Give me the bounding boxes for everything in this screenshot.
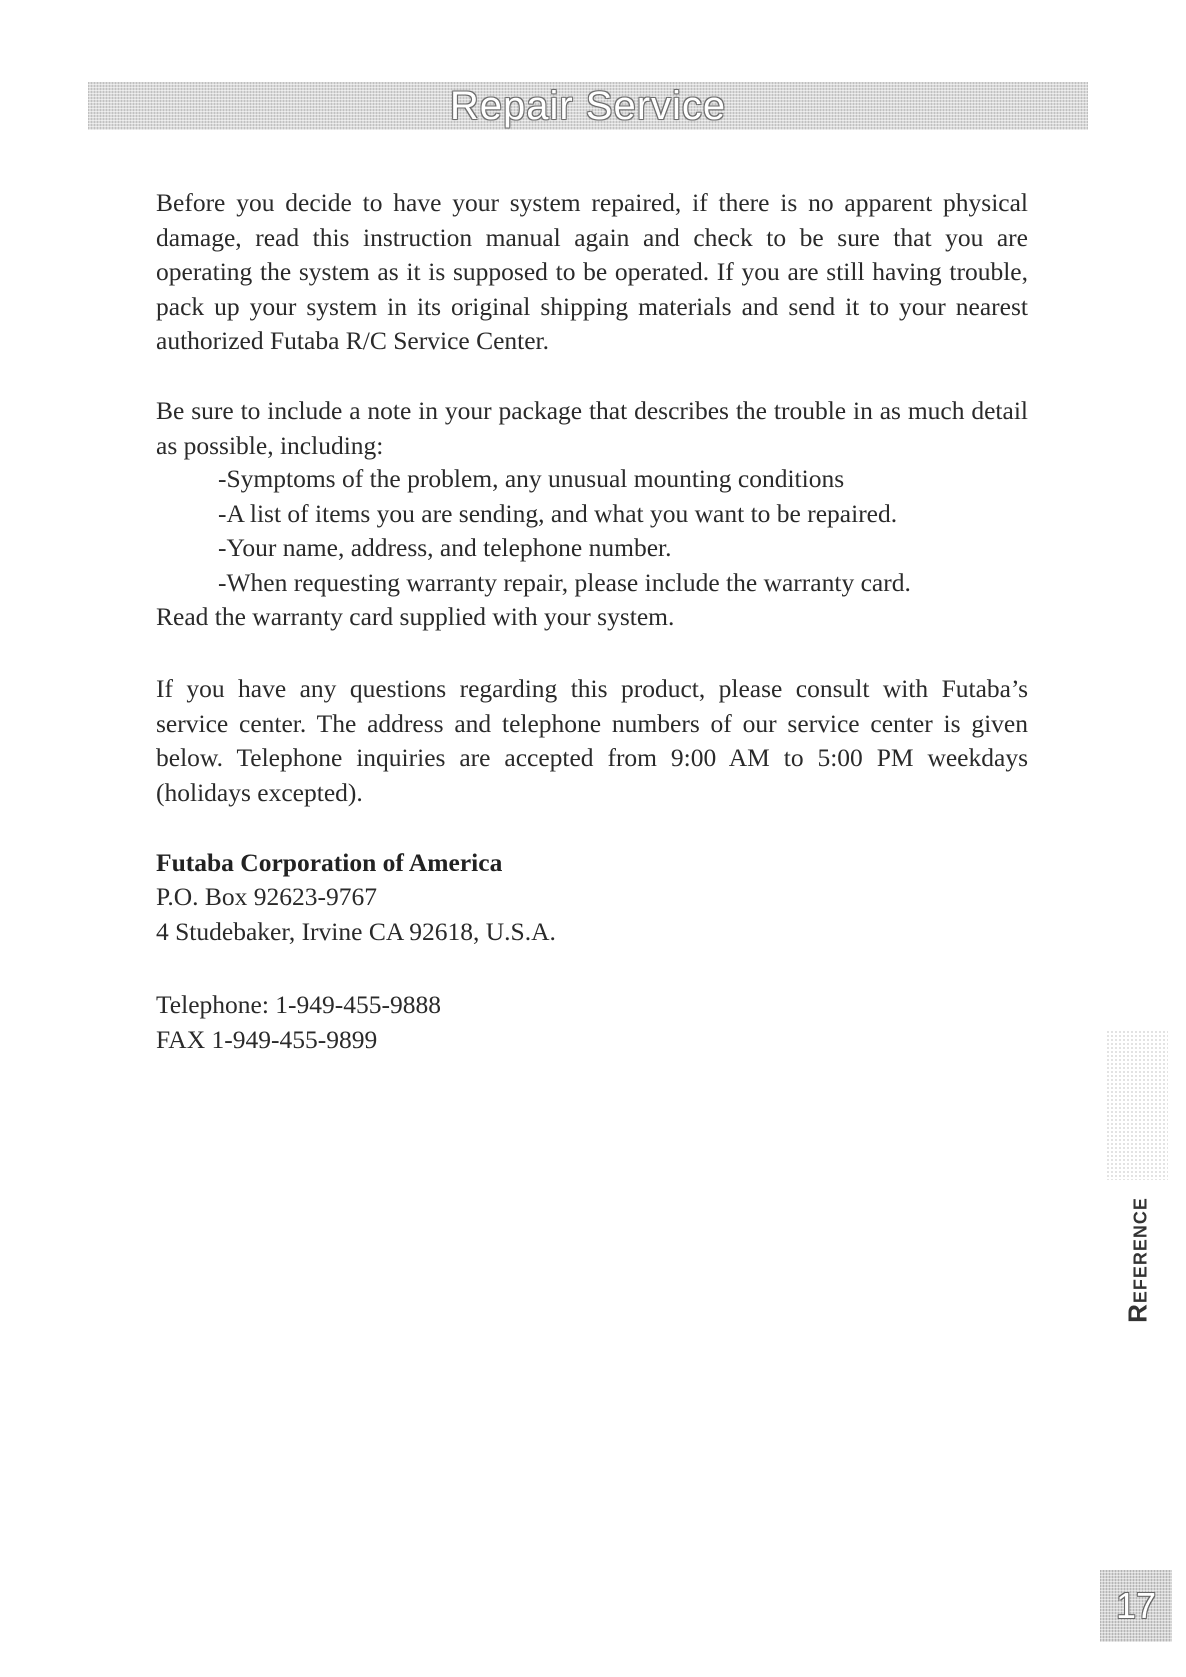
include-list: [218, 462, 1038, 600]
page-number: 17: [1115, 1585, 1157, 1626]
list-item: -When requesting warranty repair, please include the warranty card.: [218, 567, 911, 597]
company-name: Futaba Corporation of America: [156, 848, 503, 877]
questions-paragraph: If you have any questions regarding this product, please consult with Futaba’s service center. The address and telephone numbers of our service center is given below. Telephone inquiries are accepted from 9:00 AM to 5:00 PM weekdays (holidays excepted).: [156, 674, 1028, 807]
address-block: [156, 880, 556, 949]
list-item: -A list of items you are sending, and what you want to be repaired.: [218, 498, 898, 528]
section-label: Reference: [1122, 1197, 1153, 1323]
page-number-tab: [1100, 1570, 1172, 1642]
intro-paragraph: Before you decide to have your system repaired, if there is no apparent physical damage, read this instruction manual again and check to be sure that you are operating the system as it is supposed to be operated. If you are still having trouble, pack up your system in its original shipping materials and send it to your nearest authorized Futaba R/C Service Center.: [156, 188, 1028, 355]
po-box: P.O. Box 92623-9767: [156, 882, 378, 911]
list-item: -Symptoms of the problem, any unusual mounting conditions: [218, 464, 845, 493]
street-address: 4 Studebaker, Irvine CA 92618, U.S.A.: [156, 916, 556, 946]
fax-number: FAX 1-949-455-9899: [156, 1024, 378, 1054]
contact-block: [156, 988, 441, 1057]
section-tab-shading: [1106, 1030, 1168, 1180]
telephone-number: Telephone: 1-949-455-9888: [156, 990, 442, 1019]
title-banner: [88, 82, 1088, 130]
note-paragraph: Be sure to include a note in your package that describes the trouble in as much detail as possible, including:: [156, 396, 1028, 460]
page-title: Repair Service: [449, 83, 727, 128]
list-item: -Your name, address, and telephone number.: [218, 533, 672, 562]
warranty-note: Read the warranty card supplied with your system.: [156, 602, 675, 631]
